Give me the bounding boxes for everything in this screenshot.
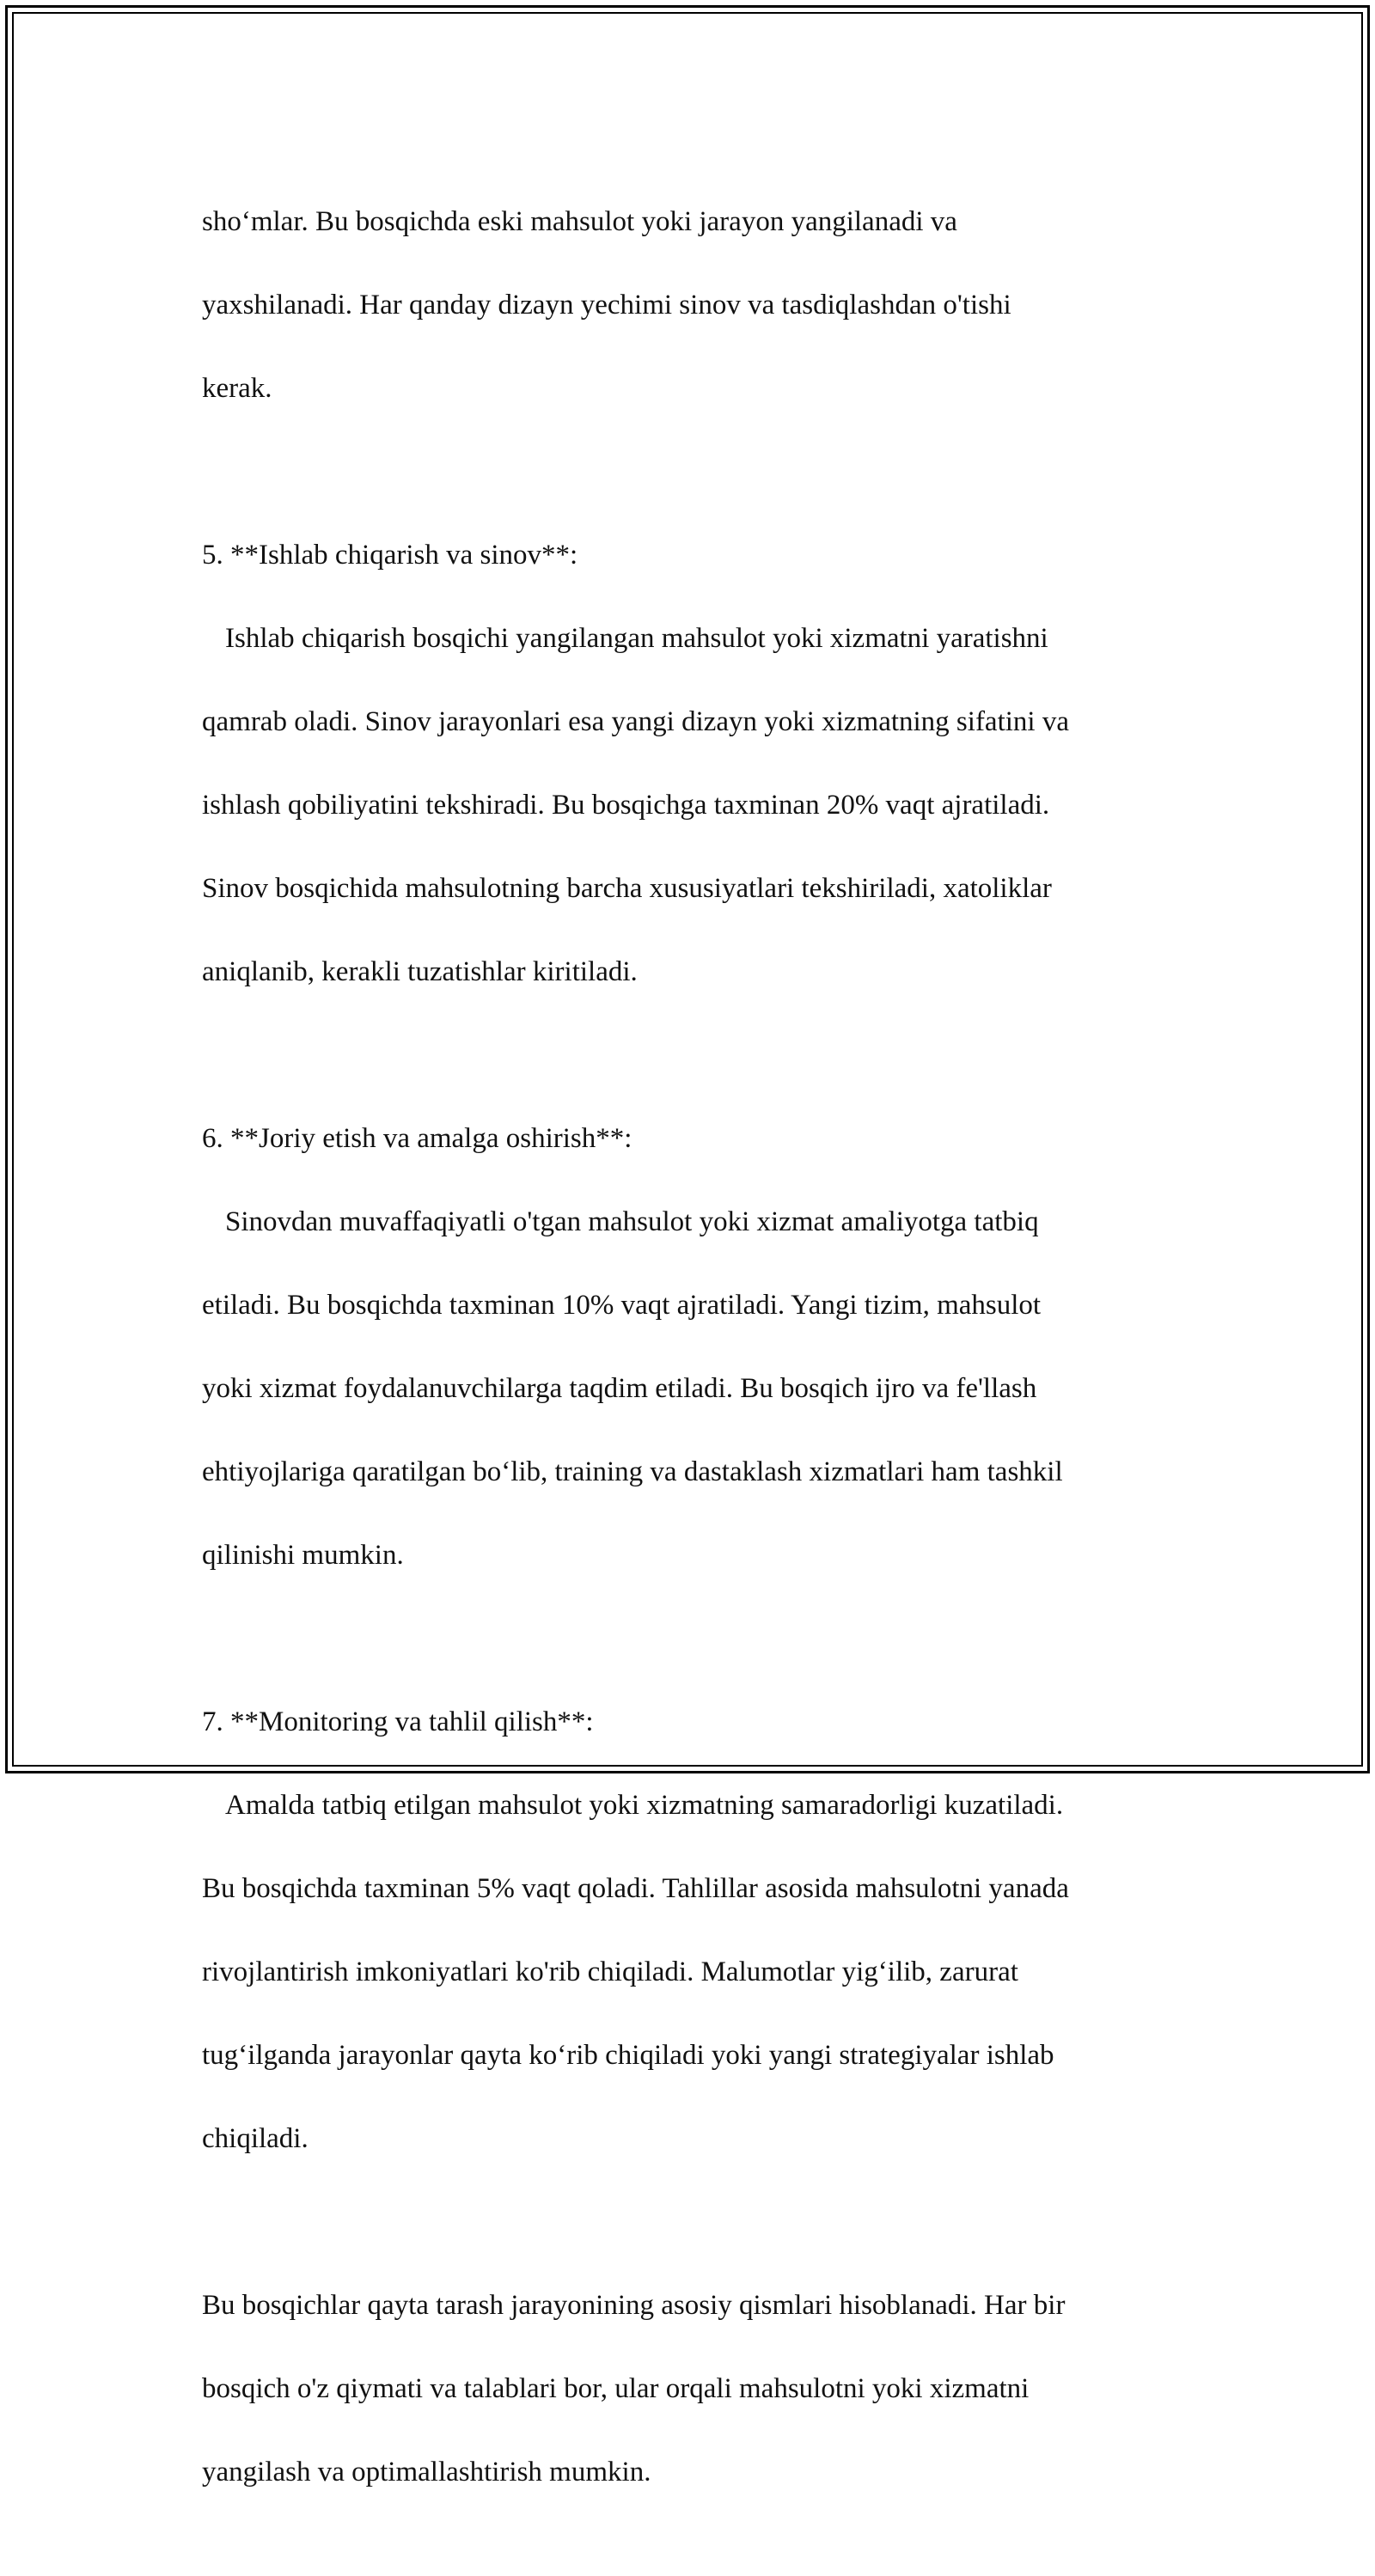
section-heading: 5. **Ishlab chiqarish va sinov**:: [202, 539, 578, 571]
text-line: yoki xizmat foydalanuvchilarga taqdim etiladi. Bu bosqich ijro va fe'llash: [202, 1372, 1037, 1404]
section-5: [202, 492, 1190, 1035]
text-line: qilinishi mumkin.: [202, 1539, 404, 1571]
section-heading: 6. **Joriy etish va amalga oshirish**:: [202, 1122, 632, 1154]
text-line: Ishlab chiqarish bosqichi yangilangan mahsulot yoki xizmatni yaratishni: [225, 622, 1048, 654]
text-line: Bu bosqichlar qayta tarash jarayonining asosiy qismlari hisoblanadi. Har bir: [202, 2289, 1066, 2321]
text-line: Bu bosqichda taxminan 5% vaqt qoladi. Tahlillar asosida mahsulotni yanada: [202, 1872, 1069, 1904]
text-line: yaxshilanadi. Har qanday dizayn yechimi sinov va tasdiqlashdan o'tishi: [202, 289, 1011, 320]
section-6: [202, 1076, 1190, 1618]
text-line: rivojlantirish imkoniyatlari ko'rib chiqiladi. Malumotlar yig‘ilib, zarurat: [202, 1956, 1018, 1987]
text-line: qamrab oladi. Sinov jarayonlari esa yangi dizayn yoki xizmatning sifatini va: [202, 705, 1069, 737]
paragraph-conclusion: [202, 2243, 1190, 2535]
text-line: Amalda tatbiq etilgan mahsulot yoki xizmatning samaradorligi kuzatiladi.: [225, 1789, 1064, 1821]
section-7: [202, 1659, 1190, 2201]
text-line: bosqich o'z qiymati va talablari bor, ular orqali mahsulotni yoki xizmatni: [202, 2372, 1030, 2404]
text-line: etiladi. Bu bosqichda taxminan 10% vaqt ajratiladi. Yangi tizim, mahsulot: [202, 1289, 1042, 1321]
paragraph-intro-continuation: [202, 159, 1190, 451]
section-heading: 7. **Monitoring va tahlil qilish**:: [202, 1706, 594, 1737]
text-line: kerak.: [202, 372, 272, 404]
text-line: ishlash qobiliyatini tekshiradi. Bu bosqichga taxminan 20% vaqt ajratiladi.: [202, 789, 1050, 821]
text-line: aniqlanib, kerakli tuzatishlar kiritiladi.: [202, 955, 638, 987]
document-body: [202, 159, 1190, 2576]
text-line: ehtiyojlariga qaratilgan bo‘lib, training va dastaklash xizmatlari ham tashkil: [202, 1456, 1063, 1487]
text-line: Sinovdan muvaffaqiyatli o'tgan mahsulot yoki xizmat amaliyotga tatbiq: [225, 1206, 1039, 1237]
text-line: chiqiladi.: [202, 2122, 309, 2154]
text-line: yangilash va optimallashtirish mumkin.: [202, 2456, 651, 2487]
text-line: Sinov bosqichida mahsulotning barcha xususiyatlari tekshiriladi, xatoliklar: [202, 872, 1052, 904]
text-line: sho‘mlar. Bu bosqichda eski mahsulot yoki jarayon yangilanadi va: [202, 205, 957, 237]
text-line: tug‘ilganda jarayonlar qayta ko‘rib chiqiladi yoki yangi strategiyalar ishlab: [202, 2039, 1054, 2071]
